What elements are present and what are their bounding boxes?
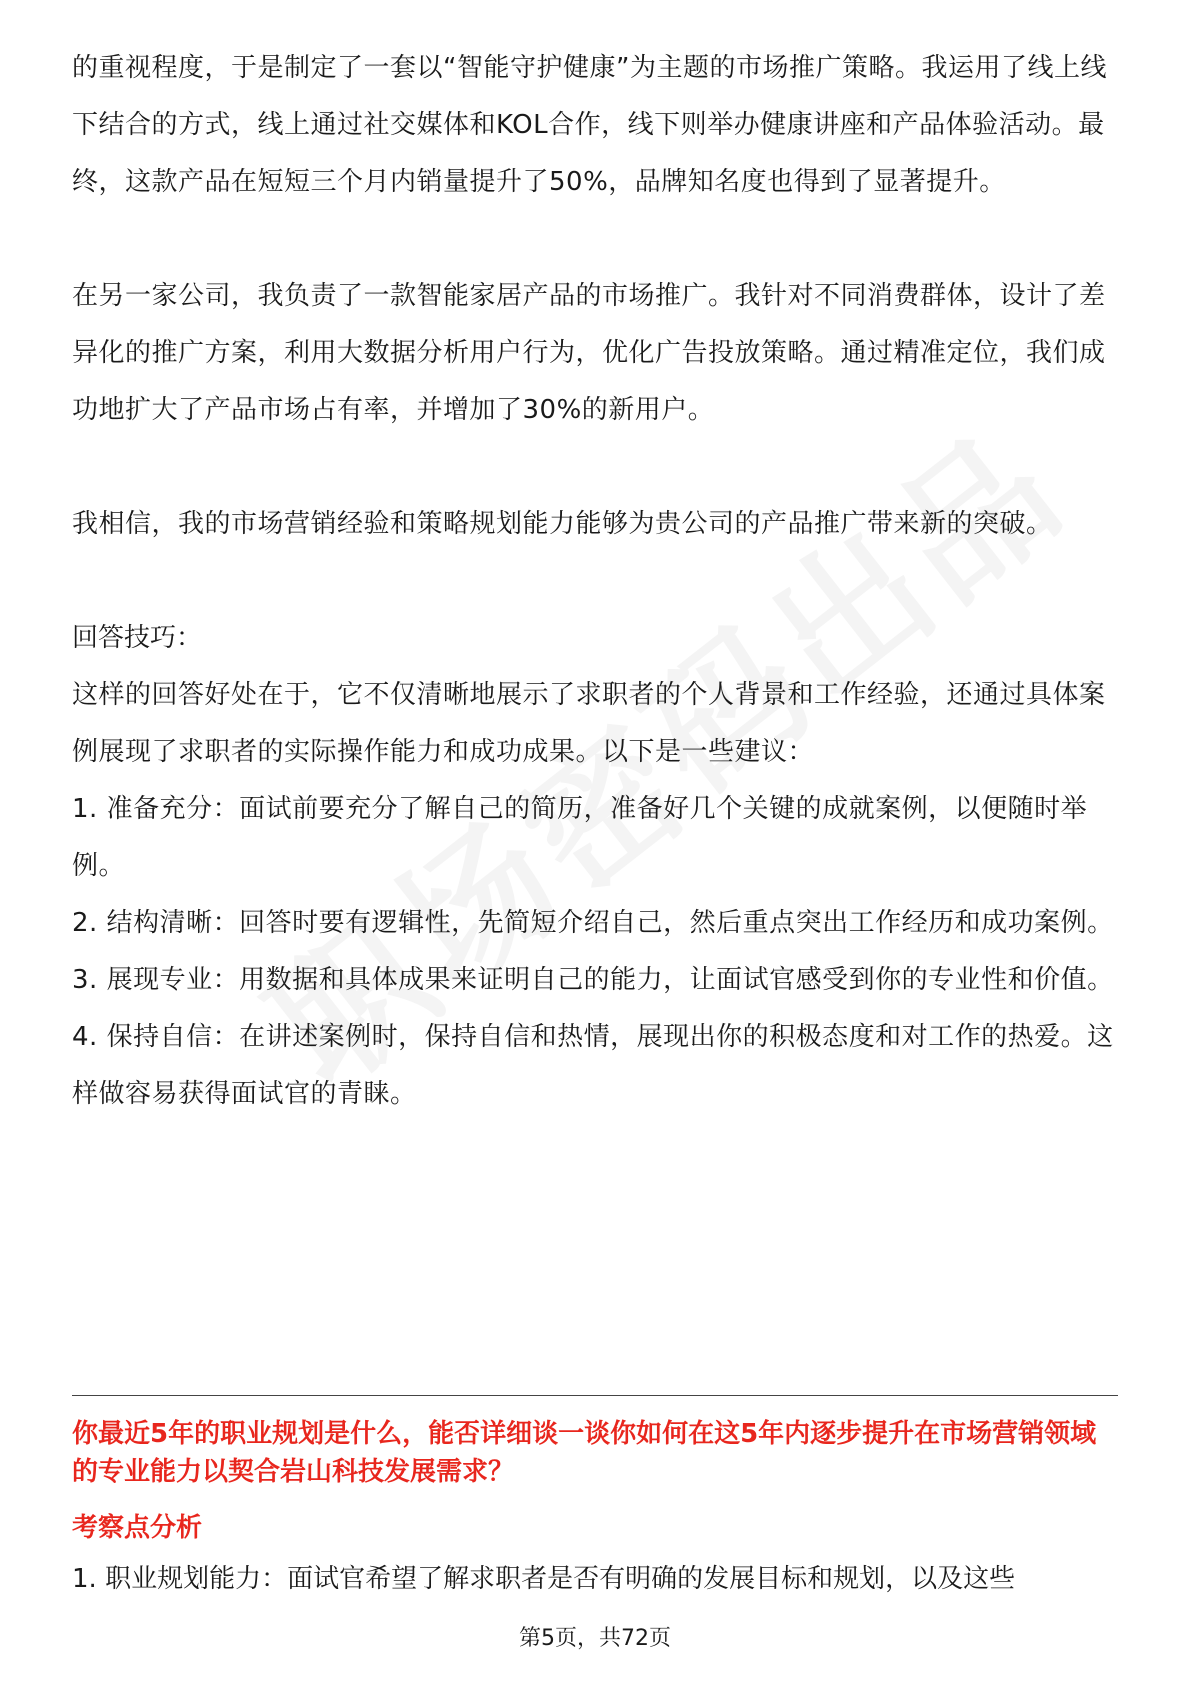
- analysis-item: 1. 职业规划能力：面试官希望了解求职者是否有明确的发展目标和规划，以及这些: [72, 1564, 1016, 1594]
- tips-item: 4. 保持自信：在讲述案例时，保持自信和热情，展现出你的积极态度和对工作的热爱。这样做容易获得面试官的青睐。: [72, 1022, 1114, 1109]
- body-paragraph-1: 的重视程度，于是制定了一套以“智能守护健康”为主题的市场推广策略。我运用了线上线下结合的方式，线上通过社交媒体和KOL合作，线下则举办健康讲座和产品体验活动。最终，这款产品在短短三个月内销量提升了50%，品牌知名度也得到了显著提升。: [72, 53, 1107, 197]
- tips-item: 3. 展现专业：用数据和具体成果来证明自己的能力，让面试官感受到你的专业性和价值。: [72, 965, 1114, 995]
- tips-intro: 这样的回答好处在于，它不仅清晰地展示了求职者的个人背景和工作经验，还通过具体案例展现了求职者的实际操作能力和成功成果。以下是一些建议：: [72, 680, 1106, 767]
- document-body: [72, 40, 1118, 1123]
- page-footer: 第5页，共72页: [519, 1626, 671, 1651]
- body-paragraph-3: 我相信，我的市场营销经验和策略规划能力能够为贵公司的产品推广带来新的突破。: [72, 509, 1053, 539]
- body-paragraph-2: 在另一家公司，我负责了一款智能家居产品的市场推广。我针对不同消费群体，设计了差异化的推广方案，利用大数据分析用户行为，优化广告投放策略。通过精准定位，我们成功地扩大了产品市场占有率，并增加了30%的新用户。: [72, 281, 1106, 425]
- section-divider: [72, 1395, 1118, 1396]
- tips-heading: 回答技巧：: [72, 623, 203, 653]
- analysis-heading: 考察点分析: [72, 1513, 203, 1543]
- tips-item: 2. 结构清晰：回答时要有逻辑性，先简短介绍自己，然后重点突出工作经历和成功案例。: [72, 908, 1114, 938]
- interview-question: 你最近5年的职业规划是什么，能否详细谈一谈你如何在这5年内逐步提升在市场营销领域的专业能力以契合岩山科技发展需求？: [72, 1419, 1097, 1487]
- tips-item: 1. 准备充分：面试前要充分了解自己的简历，准备好几个关键的成就案例，以便随时举例。: [72, 794, 1088, 881]
